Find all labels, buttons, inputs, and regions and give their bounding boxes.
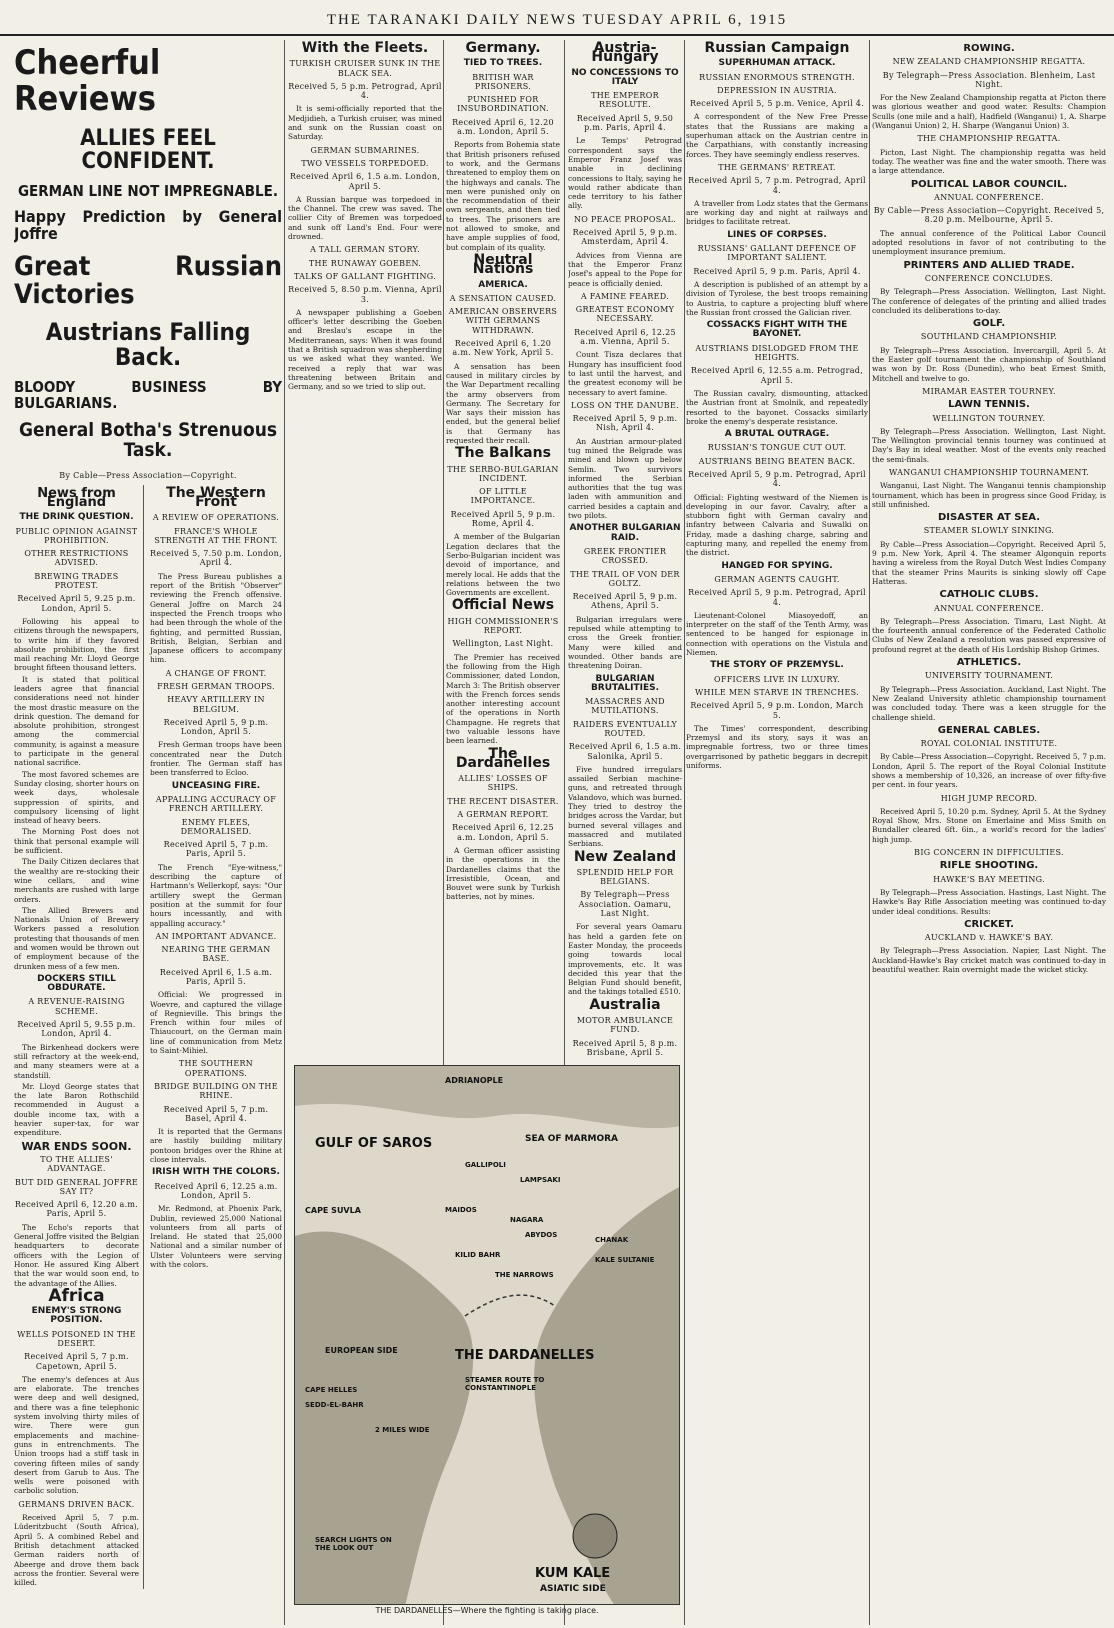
- dateline: Received April 5, 8 p.m. Brisbane, April 5.: [572, 1038, 678, 1057]
- map-label: GALLIPOLI: [465, 1161, 506, 1169]
- subhead: ALLIES' LOSSES OF SHIPS.: [458, 774, 548, 793]
- dateline: Received April 6, 1.5 a.m. London, April 5.: [289, 172, 441, 191]
- section-rifle-shooting: RIFLE SHOOTING.: [939, 860, 1039, 872]
- subhead: NO PEACE PROPOSAL.: [573, 214, 677, 224]
- article-text: The Allied Brewers and Nationals Union of Brewery Workers passed a resolution protesting that thousands of men and women would be thrown out of employment because of the drunken mess of a few men.: [14, 905, 139, 971]
- map-label: 2 MILES WIDE: [375, 1426, 430, 1434]
- subhead: A TALL GERMAN STORY.: [310, 245, 420, 255]
- subhead: RAIDERS EVENTUALLY ROUTED.: [572, 719, 678, 738]
- subhead: THE SOUTHERN OPERATIONS.: [178, 1059, 254, 1078]
- section-western-front: The Western Front: [166, 484, 266, 510]
- map-label: EUROPEAN SIDE: [325, 1346, 398, 1355]
- article-text: By Telegraph—Press Association. Timaru, Last Night. At the fourteenth annual conference of the Federated Catholic Clubs of New Zealand a resolution was passed expressive of profound regret at the death of His Lordship Bishop Grimes.: [872, 616, 1106, 654]
- column-lead-story: [14, 40, 282, 1625]
- subhead: DOCKERS STILL OBDURATE.: [37, 973, 116, 994]
- subhead: GERMAN AGENTS CAUGHT.: [714, 574, 840, 584]
- map-label: ADRIANOPLE: [445, 1076, 504, 1085]
- dateline: Received April 6, 1.20 a.m. New York, April 5.: [452, 339, 554, 358]
- subhead: MASSACRES AND MUTILATIONS.: [585, 697, 665, 716]
- headline-bulgarians: BLOODY BUSINESS BY BULGARIANS.: [14, 377, 282, 412]
- subhead: HEAVY ARTILLERY IN BELGIUM.: [167, 695, 265, 714]
- article-text: The Russian cavalry, dismounting, attacked the Austrian front at Smolnik, and repeatedly resorted to the bayonet. Cossacks similarly broke the enemy's desperate resistance.: [686, 388, 868, 426]
- section-golf: GOLF.: [972, 318, 1006, 330]
- article-text: Count Tisza declares that Hungary has insufficient food to last until the harvest, and the greatest economy will be necessary to avert famine.: [568, 350, 682, 397]
- map-label: CAPE HELLES: [305, 1386, 358, 1394]
- subhead: STEAMER SLOWLY SINKING.: [923, 526, 1055, 536]
- section-political-labor: POLITICAL LABOR COUNCIL.: [910, 178, 1068, 190]
- dateline: Received April 6, 12.55 a.m. Petrograd, April 5.: [690, 366, 864, 385]
- subhead: DEPRESSION IN AUSTRIA.: [717, 85, 837, 95]
- section-austria-hungary: Austria-Hungary: [591, 40, 659, 66]
- dateline: Received April 5, 9 p.m. Rome, April 4.: [450, 509, 556, 529]
- dateline: Received April 5, 7 p.m. Petrograd, April 4.: [688, 176, 866, 195]
- dateline: Received April 6, 12.25 a.m. Vienna, April 5.: [574, 327, 676, 347]
- subhead: AN IMPORTANT ADVANCE.: [155, 931, 277, 941]
- subhead: ROYAL COLONIAL INSTITUTE.: [920, 739, 1058, 749]
- headline-cheerful-reviews: Cheerful Reviews: [14, 43, 161, 119]
- article-text: The Times' correspondent, describing Przemysl and its story, says it was an impregnable fortress, two or three times overgarrisoned by pathetic beggars in decrepit uniforms.: [686, 723, 868, 770]
- column-austria: [568, 40, 682, 1060]
- subhead: ANOTHER BULGARIAN RAID.: [569, 523, 681, 543]
- map-label: THE DARDANELLES: [455, 1348, 595, 1363]
- subhead: ANNUAL CONFERENCE.: [934, 192, 1044, 202]
- map-label: KALE SULTANIE: [595, 1256, 655, 1264]
- article-text: Five hundred irregulars assailed Serbian machine-guns, and retreated through Valandovo, which was burned. They tried to destroy the bridges across the Vardar, but burned several villages and massacred and mutilated Serbians.: [568, 764, 682, 849]
- map-label: MAIDOS: [445, 1206, 477, 1214]
- dateline: Received April 5, 9.25 p.m. London, April 5.: [17, 594, 136, 613]
- article-text: A traveller from Lodz states that the Germans are working day and night at railways and bridges to facilitate retreat.: [686, 198, 868, 227]
- column-rule: [684, 40, 685, 1625]
- subhead: LOSS ON THE DANUBE.: [571, 400, 679, 410]
- subhead: RUSSIANS' GALLANT DEFENCE OF IMPORTANT SALIENT.: [697, 244, 857, 263]
- article-text: The French "Eye-witness," describing the capture of Hartmann's Wellerkopf, says: "Our artillery swept the German position at the summit for four hours incessantly, and with appalling accuracy.": [150, 862, 282, 928]
- subhead: THE STORY OF PRZEMYSL.: [710, 660, 844, 671]
- subhead: HIGH JUMP RECORD.: [940, 793, 1038, 803]
- dateline: Received April 5, 7 p.m. Basel, April 4.: [163, 1104, 269, 1123]
- section-neutral-nations: Neutral Nations: [472, 251, 534, 278]
- map-label: THE NARROWS: [495, 1271, 554, 1279]
- subhead: THE GERMANS' RETREAT.: [718, 162, 836, 172]
- subhead: AMERICA.: [478, 279, 528, 290]
- dateline: Received April 5, 7 p.m. Paris, April 5.: [163, 840, 269, 859]
- subhead: AUSTRIANS BEING BEATEN BACK.: [698, 456, 856, 466]
- section-catholic-clubs: CATHOLIC CLUBS.: [939, 589, 1039, 601]
- subhead: MOTOR AMBULANCE FUND.: [576, 1016, 674, 1035]
- subhead: THE EMPEROR RESOLUTE.: [591, 91, 659, 110]
- section-athletics: ATHLETICS.: [956, 657, 1022, 669]
- subhead: GERMAN SUBMARINES.: [310, 145, 420, 155]
- map-label: STEAMER ROUTE TO CONSTANTINOPLE: [465, 1376, 545, 1392]
- subhead: OTHER RESTRICTIONS ADVISED.: [24, 549, 129, 568]
- section-rowing: ROWING.: [963, 43, 1015, 54]
- subhead: APPALLING ACCURACY OF FRENCH ARTILLERY.: [155, 794, 277, 814]
- subhead: HIGH COMMISSIONER'S REPORT.: [447, 616, 559, 636]
- map-label: CHANAK: [595, 1236, 629, 1244]
- subhead: THE DRINK QUESTION.: [19, 512, 134, 523]
- article-text: Received April 5, 7 p.m. Lüderitzbucht (South Africa), April 5. A combined Rebel and British detachment attacked German raiders north of Abeerge and drove them back across the frontier. Several were killed.: [14, 1513, 139, 1588]
- subhead: HAWKE'S BAY MEETING.: [933, 874, 1045, 884]
- article-text: A description is published of an attempt by a division of Tyrolese, the best troops remaining to Austria, to capture a projecting bluff where the Russian front crossed the Galician river.: [686, 279, 868, 317]
- article-text: Official: Fighting westward of the Niemen is developing in our favor. Cavalry, after a stubborn fight with German cavalry and infantry between Calvaria and Suwalki on Friday, made a dashing charge, sabring and capturing many, and repelled the enemy from the district.: [686, 492, 868, 558]
- article-text: It is stated that political leaders agree that financial considerations need not hinder the most drastic measure on the drink question. The demand for absolute prohibition, strongest among the commercial community, is against a measure to participate in the general national sacrifice.: [14, 674, 139, 768]
- subhead: A GERMAN REPORT.: [457, 810, 549, 820]
- article-text: By Cable—Press Association—Copyright. Received 5, 7 p.m. London, April 5. The report of the Royal Colonial Institute shows a membership of 10,326, an increase of over fifty-five per cent. in four years.: [872, 752, 1106, 790]
- article-text: The Birkenhead dockers were still refractory at the week-end, and many steamers were at a standstill.: [14, 1042, 139, 1080]
- article-text: The Echo's reports that General Joffre visited the Belgian headquarters to decorate officers with the Legion of Honor. He assured King Albert that the war would soon end, to the advantage of the Allies.: [14, 1222, 139, 1288]
- subhead: A REVENUE-RAISING SCHEME.: [28, 997, 125, 1016]
- article-text: The most favored schemes are Sunday closing, shorter hours on week days, wholesale suppression of spirits, and compulsory licensing of light instead of heavy beers.: [14, 769, 139, 826]
- subhead: A SENSATION CAUSED.: [449, 293, 557, 303]
- subhead: PUNISHED FOR INSUBORDINATION.: [457, 95, 549, 114]
- dateline: Wellington, Last Night.: [452, 639, 554, 649]
- article-text: By Telegraph—Press Association. Auckland, Last Night. The New Zealand University athletic championship tournament was concluded today. There was a keen struggle for the challenge shield.: [872, 684, 1106, 722]
- subhead: GREATEST ECONOMY NECESSARY.: [575, 305, 675, 324]
- map-label: SEDD-EL-BAHR: [305, 1401, 364, 1409]
- dateline: Received April 5, 7 p.m. Capetown, April 5.: [24, 1352, 129, 1371]
- map-label: CAPE SUVLA: [305, 1206, 361, 1215]
- headline-joffre-prediction: Happy Prediction by General Joffre: [14, 207, 282, 244]
- headline-russian-victories: Great Russian Victories: [14, 250, 282, 311]
- article-text: A German officer assisting in the operations in the Dardanelles claims that the Irresistible, Ocean, and Bouvet were sunk by Turkish batteries, not by mines.: [446, 845, 560, 902]
- headline-allies-confident: ALLIES FEEL CONFIDENT.: [80, 126, 216, 175]
- subhead: RUSSIAN'S TONGUE CUT OUT.: [707, 443, 847, 453]
- copyright-credit: By Cable—Press Association—Copyright.: [59, 471, 237, 481]
- subhead: AMERICAN OBSERVERS WITH GERMANS WITHDRAWN.: [448, 307, 558, 335]
- subhead: CONFERENCE CONCLUDES.: [924, 273, 1054, 283]
- section-cricket: CRICKET.: [964, 918, 1014, 930]
- subhead: BREWING TRADES PROTEST.: [34, 571, 119, 591]
- article-text: By Telegraph—Press Association. Napier, Last Night. The Auckland-Hawke's Bay cricket match was continued to-day in beautiful weather. Rain overnight made the wicket sticky.: [872, 946, 1106, 975]
- article-text: A member of the Bulgarian Legation declares that the Serbo-Bulgarian incident was devoid of importance, and merely local. He adds that the relations between the two Governments are excellent.: [446, 532, 560, 598]
- article-text: Lieutenant-Colonel Miasoyedoff, an interpreter on the staff of the Tenth Army, was sentenced to be hanged for espionage in connection with operations on the Vistula and Niemen.: [686, 610, 868, 658]
- article-text: Le Temps' Petrograd correspondent says the Emperor Franz Josef was unable in declining concessions to Italy, saying he would rather abdicate than cede territory to his father ally.: [568, 136, 682, 211]
- dateline: Received April 6, 12.20 a.m. London, April 5.: [452, 117, 554, 137]
- article-text: Mr. Redmond, at Phoenix Park, Dublin, reviewed 25,000 National volunteers from all parts of Ireland. He stated that 25,000 National and a similar number of Ulster Volunteers were serving with the colors.: [150, 1204, 282, 1270]
- map-label: ASIATIC SIDE: [540, 1584, 606, 1594]
- section-russian-campaign: Russian Campaign: [704, 40, 850, 56]
- subhead: THE RECENT DISASTER.: [447, 796, 559, 806]
- article-text: The Press Bureau publishes a report of the British "Observer" reviewing the French offensive. General Joffre on March 24 inspected the French troops who had been through the whole of the fighting, and permitted Russian, British, Belgian, Serbian and Japanese officers to accompany him.: [150, 571, 282, 665]
- article-text: Fresh German troops have been concentrated near the Dutch frontier. The German staff has been transferred to Ecloo.: [150, 740, 282, 778]
- subhead: UNIVERSITY TOURNAMENT.: [924, 671, 1054, 681]
- subhead: NEW ZEALAND CHAMPIONSHIP REGATTA.: [892, 57, 1086, 67]
- article-text: An Austrian armour-plated tug mined the Belgrade was mined and blown up below Semlin. Two survivors informed the Serbian authorities that the tug was laden with ammunition and carried besides a captain and two pilots.: [568, 436, 682, 521]
- article-text: The Daily Citizen declares that the wealthy are re-stocking their wine cellars, and wine merchants are rushed with large orders.: [14, 857, 139, 904]
- article-text: By Telegraph—Press Association. Wellington, Last Night. The conference of delegates of the printing and allied trades concluded its deliberations to-day.: [872, 287, 1106, 315]
- map-label: KILID BAHR: [455, 1251, 501, 1259]
- subhead: UNCEASING FIRE.: [171, 780, 261, 791]
- dateline: Received April 5, 9.55 p.m. London, April 4.: [17, 1020, 136, 1039]
- subhead: BIG CONCERN IN DIFFICULTIES.: [914, 848, 1064, 858]
- section-news-england: News from England: [37, 485, 116, 510]
- subhead: TWO VESSELS TORPEDOED.: [301, 158, 429, 168]
- subhead: FRANCE'S WHOLE STRENGTH AT THE FRONT.: [154, 526, 278, 545]
- column-rule: [869, 40, 870, 1625]
- dateline: Received April 5, 9 p.m. Paris, April 4.: [693, 266, 861, 276]
- western-front-column: [150, 485, 282, 1590]
- dateline: Received April 6, 12.25 a.m. London, April 5.: [452, 823, 554, 842]
- column-russian-campaign: [686, 40, 868, 1625]
- column-fleets: [288, 40, 442, 620]
- dateline: Received April 5, 9 p.m. Petrograd, April 4.: [688, 588, 866, 607]
- article-text: It is semi-officially reported that the Medjidieh, a Turkish cruiser, was mined and sunk on the Russian coast on Saturday.: [288, 104, 442, 142]
- subhead: OFFICERS LIVE IN LUXURY.: [714, 674, 840, 684]
- article-text: A correspondent of the New Free Presse states that the Russians are making a superhuman attack on the Austrian centre in the Carpathians, with constantly increasing forces. They have seemingly endless reserves.: [686, 112, 868, 159]
- subhead: NEARING THE GERMAN BASE.: [161, 945, 271, 964]
- subhead: HANGED FOR SPYING.: [721, 560, 833, 571]
- subhead: ANNUAL CONFERENCE.: [934, 603, 1044, 613]
- fort-kum-kale: [573, 1514, 617, 1558]
- subhead: TURKISH CRUISER SUNK IN THE BLACK SEA.: [289, 59, 441, 78]
- subhead: A CHANGE OF FRONT.: [165, 668, 267, 678]
- column-germany: [446, 40, 560, 1060]
- section-germany: Germany.: [465, 40, 541, 56]
- article-text: By Telegraph—Press Association. Hastings, Last Night. The Hawke's Bay Rifle Association meeting was continued to-day under ideal conditions. Results:: [872, 887, 1106, 916]
- subhead: WELLS POISONED IN THE DESERT.: [17, 1329, 136, 1348]
- article-text: Received April 5, 10.20 p.m. Sydney, April 5. At the Sydney Royal Show, Mrs. Stone on Emerlaine and Miss Smith on Bundaller cleared 6ft. 6in., a world's record for the ladies' high jump.: [872, 806, 1106, 844]
- subhead: FRESH GERMAN TROOPS.: [157, 681, 275, 691]
- article-text: Wanganui, Last Night. The Wanganui tennis championship tournament, which has been in progress since Good Friday, is still unfinished.: [872, 481, 1106, 509]
- section-balkans: The Balkans: [455, 445, 551, 462]
- dateline: Received April 6, 12.25 a.m. London, April 5.: [154, 1181, 278, 1200]
- subhead: SOUTHLAND CHAMPIONSHIP.: [920, 332, 1058, 342]
- dateline: Received April 5, 9 p.m. Athens, April 5.: [572, 592, 678, 611]
- subhead: WANGANUI CHAMPIONSHIP TOURNAMENT.: [889, 467, 1089, 477]
- article-text: Picton, Last Night. The championship regatta was held today. The weather was fine and the water smooth. There was a large attendance.: [872, 147, 1106, 176]
- dateline: Received April 5, 9 p.m. Petrograd, April 4.: [688, 469, 866, 489]
- subhead: RUSSIAN ENORMOUS STRENGTH.: [699, 72, 855, 82]
- subhead: GREEK FRONTIER CROSSED.: [583, 546, 667, 566]
- dateline: By Cable—Press Association—Copyright. Received 5, 8.20 p.m. Melbourne, April 5.: [873, 206, 1105, 225]
- subhead: THE SERBO-BULGARIAN INCIDENT.: [447, 464, 559, 483]
- subhead: WELLINGTON TOURNEY.: [932, 413, 1046, 423]
- dateline: Received April 5, 9.50 p.m. Paris, April 4.: [576, 113, 674, 133]
- article-text: It is reported that the Germans are hastily building military pontoon bridges over the Rhine at close intervals.: [150, 1127, 282, 1165]
- map-caption: THE DARDANELLES—Where the fighting is taking place.: [375, 1606, 599, 1615]
- news-england-column: [14, 485, 144, 1590]
- article-text: Following his appeal to citizens through the newspapers, to write him if they favored absolute prohibition, the first mail reaching Mr. Lloyd George brought fifteen thousand letters.: [14, 616, 139, 673]
- subhead: WAR ENDS SOON.: [21, 1139, 132, 1153]
- article-text: A sensation has been caused in military circles by the War Department recalling the army observers from Germany. The Secretary for War says their mission has ended, but the general belief is that Germany has requested their recall.: [446, 361, 560, 445]
- column-rule: [284, 40, 285, 1625]
- map-label: LAMPSAKI: [520, 1176, 561, 1184]
- subhead: BUT DID GENERAL JOFFRE SAY IT?: [14, 1177, 139, 1196]
- dateline: Received 5, 8.50 p.m. Vienna, April 3.: [288, 285, 442, 304]
- dateline: Received 5, 5 p.m. Petrograd, April 4.: [288, 81, 442, 101]
- subhead: IRISH WITH THE COLORS.: [152, 1167, 280, 1178]
- article-text: By Telegraph—Press Association. Wellington, Last Night. The Wellington provincial tennis tourney was continued at Day's Bay in ideal weather. Most of the events only reached the semi-finals.: [872, 426, 1106, 464]
- section-official-news: Official News: [451, 597, 555, 614]
- map-label: KUM KALE: [535, 1566, 611, 1581]
- article-text: The annual conference of the Political Labor Council adopted resolutions in favor of not contributing to the unemployment insurance premium.: [872, 228, 1106, 257]
- subhead: COSSACKS FIGHT WITH THE BAYONET.: [706, 320, 848, 340]
- article-text: Mr. Lloyd George states that the late Baron Rothschild recommended in August a double income tax, with a heavier super-tax, for war expenditure.: [14, 1081, 139, 1138]
- subhead: NO CONCESSIONS TO ITALY: [571, 67, 679, 87]
- article-text: Advices from Vienna are that the Emperor Franz Josef's appeal to the Pope for peace is officially denied.: [568, 250, 682, 288]
- map-label: ABYDOS: [525, 1231, 558, 1239]
- article-text: A newspaper publishing a Goeben officer's letter describing the Goeben and Breslau's escape in the Mediterranean, says: When it was found that a British squadron was shepherding us we asked what they wanted. We received a reply that war was threatening between Britain and Germany, and so we tried to slip out.: [288, 307, 442, 392]
- dateline: Received April 5, 5 p.m. Venice, April 4.: [689, 99, 865, 109]
- article-text: The Premier has received the following from the High Commissioner, dated London, March 3: The British observer with the French forces sends another interesting account of the operations in North Champagne. He regrets that two valuable lessons have been learned.: [446, 652, 560, 746]
- subhead: AUCKLAND v. HAWKE'S BAY.: [924, 933, 1054, 943]
- dateline: Received 5, 7.50 p.m. London, April 4.: [150, 549, 282, 568]
- subhead: A REVIEW OF OPERATIONS.: [152, 513, 280, 523]
- column-sport-general: [872, 40, 1106, 1625]
- map-label: SEA OF MARMORA: [525, 1134, 619, 1144]
- dardanelles-map: [294, 1065, 680, 1605]
- headline-botha: General Botha's Strenuous Task.: [18, 419, 278, 462]
- section-new-zealand: New Zealand: [573, 848, 677, 865]
- dateline: Received April 5, 9 p.m. Nish, April 4.: [572, 414, 678, 433]
- section-dardanelles: The Dardanelles: [455, 745, 551, 771]
- dateline: Received April 5, 9 p.m. London, March 5.: [690, 701, 864, 720]
- subhead: OF LITTLE IMPORTANCE.: [470, 487, 536, 506]
- article-text: By Cable—Press Association—Copyright. Received April 5, 9 p.m. New York, April 4. The steamer Algonquin reports having a wireless from the Royal Dutch West Indies Company that the steamer Prins Maurits is sinking slowly off Cape Hatteras.: [872, 539, 1106, 586]
- subhead: PUBLIC OPINION AGAINST PROHIBITION.: [15, 526, 138, 545]
- article-text: For several years Oamaru has held a garden fete on Easter Monday, the proceeds going towards local improvements, etc. It was decided this year that the Belgian Fund should benefit, and the takings totalled £510.: [568, 922, 682, 997]
- dateline: By Telegraph—Press Association. Oamaru, Last Night.: [578, 890, 672, 919]
- section-disaster-at-sea: DISASTER AT SEA.: [937, 512, 1041, 524]
- subhead: SPLENDID HELP FOR BELGIANS.: [576, 867, 674, 887]
- section-lawn-tennis: LAWN TENNIS.: [948, 399, 1030, 411]
- subhead: THE CHAMPIONSHIP REGATTA.: [917, 134, 1061, 144]
- subhead: ENEMY'S STRONG POSITION.: [31, 1306, 122, 1326]
- article-text: Official: We progressed in Woevre, and captured the village of Regnieville. This brings the French within four miles of Thiaucourt, on the German main line of communication from Metz to Saint-Mihiel.: [150, 990, 282, 1056]
- headline-austrians-falling: Austrians Falling Back.: [45, 317, 251, 371]
- dateline: By Telegraph—Press Association. Blenheim, Last Night.: [882, 70, 1096, 89]
- dateline: Received April 5, 9 p.m. London, April 5.: [163, 717, 269, 737]
- article-text: Reports from Bohemia state that British prisoners refused to work, and the Germans threatened to employ them on the highways and canals. The men were punished only on the recommendation of their own sergeants, and then tied to trees. The prisoners are not allowed to smoke, and have ample supplies of food, but complain of its quality.: [446, 140, 560, 252]
- subhead: BRITISH WAR PRISONERS.: [472, 72, 534, 91]
- headline-german-line: GERMAN LINE NOT IMPREGNABLE.: [17, 181, 279, 200]
- article-text: By Telegraph—Press Association. Invercargill, April 5. At the Easter golf tournament the championship of Southland was won by Dr. Ross (Dunedin), who beat Ernest Smith, Mitchell and twelve to go.: [872, 345, 1106, 383]
- subhead: THE TRAIL OF VON DER GOLTZ.: [570, 569, 680, 588]
- subhead: A FAMINE FEARED.: [580, 291, 670, 301]
- section-printers: PRINTERS AND ALLIED TRADE.: [903, 259, 1075, 271]
- map-label: SEARCH LIGHTS ON THE LOOK OUT: [315, 1536, 392, 1552]
- subhead: TIED TO TREES.: [463, 58, 543, 69]
- subhead: MIRAMAR EASTER TOURNEY.: [922, 386, 1056, 396]
- dateline: Received April 5, 9 p.m. Amsterdam, April 4.: [572, 228, 678, 247]
- section-africa: Africa: [48, 1285, 105, 1306]
- subhead: SUPERHUMAN ATTACK.: [718, 58, 836, 69]
- subhead: GERMANS DRIVEN BACK.: [18, 1499, 135, 1509]
- article-text: The Morning Post does not think that personal example will be sufficient.: [14, 827, 139, 856]
- section-australia: Australia: [589, 996, 661, 1013]
- article-text: Bulgarian irregulars were repulsed while attempting to cross the Greek frontier. Many were killed and wounded. Other bands are threatening Doiran.: [568, 614, 682, 671]
- dateline: Received April 6, 1.5 a.m. Salonika, April 5.: [568, 742, 682, 761]
- dateline: Received April 6, 1.5 a.m. Paris, April 5.: [159, 967, 273, 986]
- masthead: THE TARANAKI DAILY NEWS TUESDAY APRIL 6, 1915: [0, 0, 1114, 36]
- subhead: AUSTRIANS DISLODGED FROM THE HEIGHTS.: [695, 343, 859, 363]
- dateline: Received April 6, 12.20 a.m. Paris, April 5.: [14, 1200, 139, 1219]
- subhead: BRIDGE BUILDING ON THE RHINE.: [154, 1081, 278, 1101]
- subhead: A BRUTAL OUTRAGE.: [724, 429, 830, 440]
- subhead: WHILE MEN STARVE IN TRENCHES.: [695, 687, 859, 697]
- subhead: TO THE ALLIES' ADVANTAGE.: [40, 1154, 113, 1174]
- section-general-cables: GENERAL CABLES.: [937, 724, 1041, 736]
- subhead: LINES OF CORPSES.: [727, 229, 827, 240]
- section-with-the-fleets: With the Fleets.: [301, 40, 429, 56]
- map-label: NAGARA: [510, 1216, 544, 1224]
- article-text: A Russian barque was torpedoed in the Channel. The crew was saved. The collier City of Bremen was torpedoed and sunk off Land's End. Four were drowned.: [288, 194, 442, 242]
- article-text: For the New Zealand Championship regatta at Picton there was glorious weather and good water. Results: Champion Sculls (one mile and a half), Hadfield (Wanganui) 1, A. Sharpe (Wanganui Union) 2, H. Sharpe (Wanganui Union) 3.: [872, 93, 1106, 131]
- subhead: TALKS OF GALLANT FIGHTING.: [293, 271, 437, 281]
- subhead: ENEMY FLEES, DEMORALISED.: [180, 817, 252, 836]
- map-label: GULF OF SAROS: [315, 1136, 433, 1151]
- subhead: THE RUNAWAY GOEBEN.: [308, 258, 422, 268]
- article-text: The enemy's defences at Aus are elaborate. The trenches were deep and well designed, and there was a fine telephonic system involving thirty miles of wire. There were gun emplacements and machine-guns in entrenchments. The Union troops had a stiff task in covering fifteen miles of sandy desert from Garub to Aus. The wells were poisoned with carbolic solution.: [14, 1374, 139, 1496]
- subhead: BULGARIAN BRUTALITIES.: [590, 673, 660, 693]
